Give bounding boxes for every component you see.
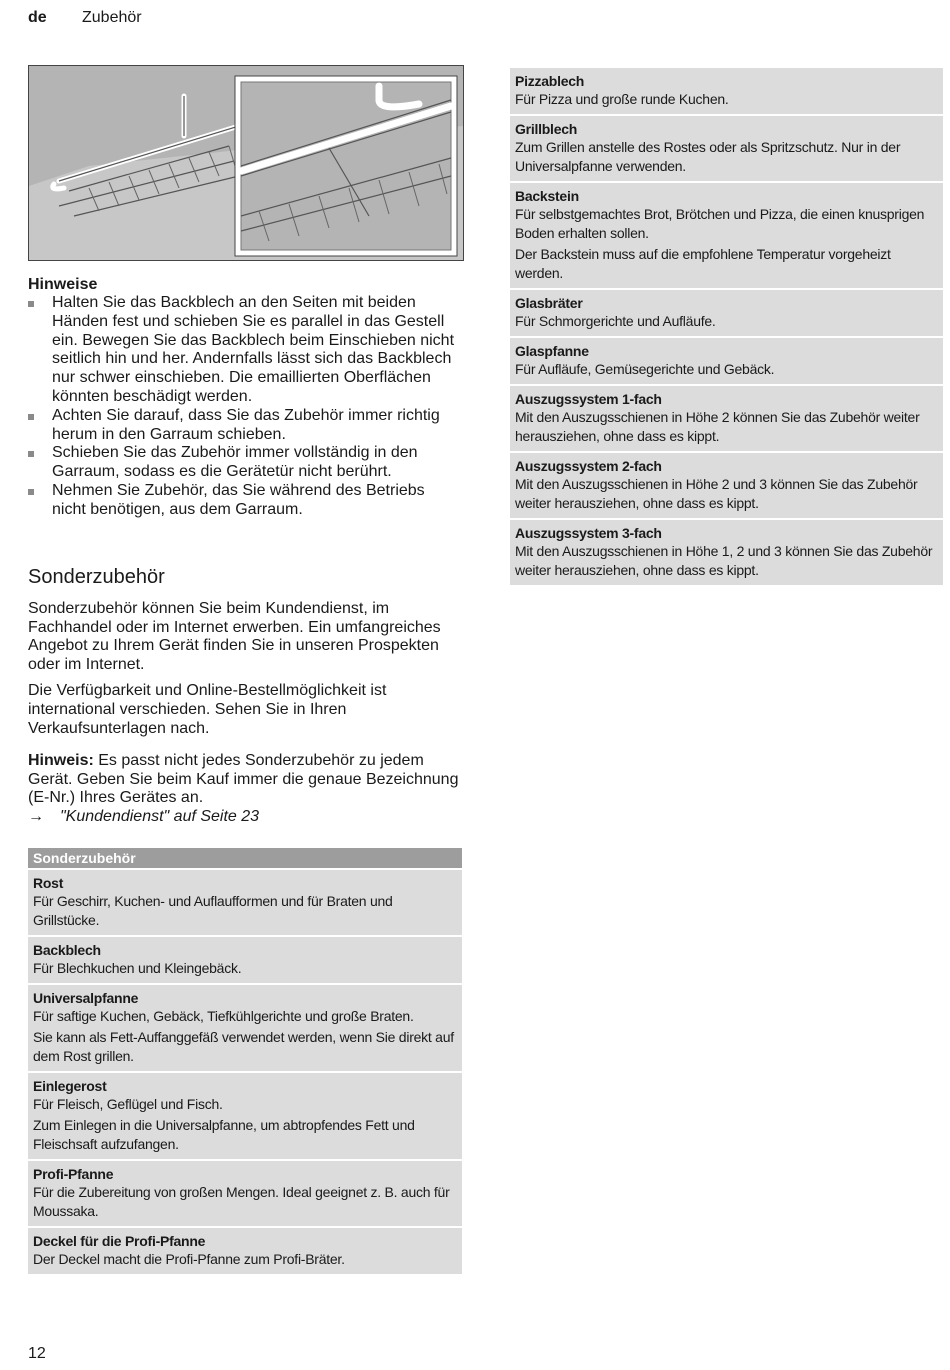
accessory-name: Glasbräter bbox=[515, 295, 583, 311]
table-row bbox=[510, 116, 943, 181]
accessory-description: Für die Zubereitung von großen Mengen. Ideal geeignet z. B. auch für Moussaka. bbox=[33, 1184, 450, 1219]
accessory-description: Für selbstgemachtes Brot, Brötchen und Pizza, die einen knusprigen Boden erhalten sollen. bbox=[515, 206, 925, 241]
accessory-description: Für Fleisch, Geflügel und Fisch. bbox=[33, 1096, 223, 1112]
page-header bbox=[28, 9, 142, 27]
accessory-name: Glaspfanne bbox=[515, 343, 589, 359]
accessory-description: Sie kann als Fett-Auffanggefäß verwendet werden, wenn Sie direkt auf dem Rost grillen. bbox=[33, 1029, 454, 1064]
hint-text: Es passt nicht jedes Sonderzubehör zu jedem Gerät. Geben Sie beim Kauf immer die genaue Bezeichnung (E-Nr.) Ihres Gerätes an. bbox=[28, 752, 459, 807]
page-number: 12 bbox=[28, 1345, 46, 1362]
intro-paragraph: Sonderzubehör können Sie beim Kundendienst, im Fachhandel oder im Internet erwerben. Ein umfangreiches Angebot zu Ihrem Gerät finden Sie in unseren Prospekten oder im Internet. bbox=[28, 600, 441, 673]
accessory-name: Universalpfanne bbox=[33, 990, 139, 1006]
hint-paragraph bbox=[28, 752, 462, 808]
cross-reference-link[interactable]: "Kundendienst" auf Seite 23 bbox=[60, 807, 260, 825]
accessory-description: Für saftige Kuchen, Gebäck, Tiefkühlgerichte und große Braten. bbox=[33, 1008, 414, 1024]
table-row bbox=[28, 985, 462, 1071]
accessory-description: Für Blechkuchen und Kleingebäck. bbox=[33, 960, 242, 976]
accessory-description: Mit den Auszugsschienen in Höhe 2 und 3 können Sie das Zubehör weiter herausziehen, ohne dass es kippt. bbox=[515, 476, 918, 511]
accessory-name: Backblech bbox=[33, 942, 101, 958]
accessory-description: Zum Einlegen in die Universalpfanne, um abtropfendes Fett und Fleischsaft aufzufangen. bbox=[33, 1117, 415, 1152]
accessory-description: Zum Grillen anstelle des Rostes oder als Spritzschutz. Nur in der Universalpfanne verwenden. bbox=[515, 139, 901, 174]
accessory-name: Auszugssystem 1-fach bbox=[515, 391, 662, 407]
accessory-name: Rost bbox=[33, 875, 64, 891]
table-row bbox=[28, 1228, 462, 1274]
accessory-description: Der Backstein muss auf die empfohlene Temperatur vorgeheizt werden. bbox=[515, 246, 891, 281]
note-item: Halten Sie das Backblech an den Seiten mit beiden Händen fest und schieben Sie es parallel in das Gestell ein. Bewegen Sie das Backblech beim Einschieben nicht seitlich hin und her. Andernfalls lässt sich das Backblech nur schwer einschieben. Die emaillierten Oberflächen könnten beschädigt werden. bbox=[28, 294, 462, 407]
table-row bbox=[28, 1073, 462, 1159]
table-row bbox=[510, 338, 943, 384]
note-item: Schieben Sie das Zubehör immer vollständig in den Garraum, sodass es die Gerätetür nicht berührt. bbox=[28, 444, 462, 482]
table-row bbox=[510, 290, 943, 336]
accessory-description: Für Pizza und große runde Kuchen. bbox=[515, 91, 729, 107]
accessory-description: Für Geschirr, Kuchen- und Auflaufformen und für Braten und Grillstücke. bbox=[33, 893, 393, 928]
arrow-right-icon: → bbox=[28, 807, 44, 825]
table-header: Sonderzubehör bbox=[28, 848, 462, 868]
section-heading: Sonderzubehör bbox=[28, 566, 165, 588]
note-item: Nehmen Sie Zubehör, das Sie während des Betriebs nicht benötigen, aus dem Garraum. bbox=[28, 482, 462, 520]
language-code: de bbox=[28, 9, 47, 26]
table-row bbox=[28, 1161, 462, 1226]
note-item: Achten Sie darauf, dass Sie das Zubehör immer richtig herum in den Garraum schieben. bbox=[28, 407, 462, 445]
accessory-table-left bbox=[28, 848, 462, 1276]
accessory-name: Backstein bbox=[515, 188, 579, 204]
availability-paragraph: Die Verfügbarkeit und Online-Bestellmöglichkeit ist international verschieden. Sehen Sie in Ihren Verkaufsunterlagen nach. bbox=[28, 682, 387, 737]
table-row bbox=[510, 68, 943, 114]
oven-rack-illustration bbox=[28, 65, 464, 261]
rack-drawing bbox=[29, 66, 463, 260]
optional-text bbox=[28, 600, 462, 827]
accessory-name: Profi-Pfanne bbox=[33, 1166, 114, 1182]
accessory-description: Für Aufläufe, Gemüsegerichte und Gebäck. bbox=[515, 361, 775, 377]
accessory-name: Auszugssystem 3-fach bbox=[515, 525, 662, 541]
table-row bbox=[510, 183, 943, 288]
accessory-name: Deckel für die Profi-Pfanne bbox=[33, 1233, 206, 1249]
accessory-table-right bbox=[510, 68, 943, 587]
table-row bbox=[28, 870, 462, 935]
notes-heading: Hinweise bbox=[28, 276, 98, 293]
accessory-name: Grillblech bbox=[515, 121, 578, 137]
cross-reference[interactable] bbox=[28, 808, 462, 827]
accessory-name: Pizzablech bbox=[515, 73, 585, 89]
table-row bbox=[510, 453, 943, 518]
hint-label: Hinweis: bbox=[28, 752, 94, 770]
accessory-description: Der Deckel macht die Profi-Pfanne zum Profi-Bräter. bbox=[33, 1251, 345, 1267]
table-row bbox=[28, 937, 462, 983]
table-row bbox=[510, 520, 943, 585]
accessory-name: Auszugssystem 2-fach bbox=[515, 458, 662, 474]
accessory-description: Für Schmorgerichte und Aufläufe. bbox=[515, 313, 716, 329]
accessory-name: Einlegerost bbox=[33, 1078, 107, 1094]
accessory-description: Mit den Auszugsschienen in Höhe 2 können Sie das Zubehör weiter herausziehen, ohne dass es kippt. bbox=[515, 409, 920, 444]
accessory-description: Mit den Auszugsschienen in Höhe 1, 2 und 3 können Sie das Zubehör weiter herausziehen, ohne dass es kippt. bbox=[515, 543, 933, 578]
notes-list bbox=[28, 294, 462, 520]
section-title: Zubehör bbox=[82, 9, 142, 26]
table-row bbox=[510, 386, 943, 451]
